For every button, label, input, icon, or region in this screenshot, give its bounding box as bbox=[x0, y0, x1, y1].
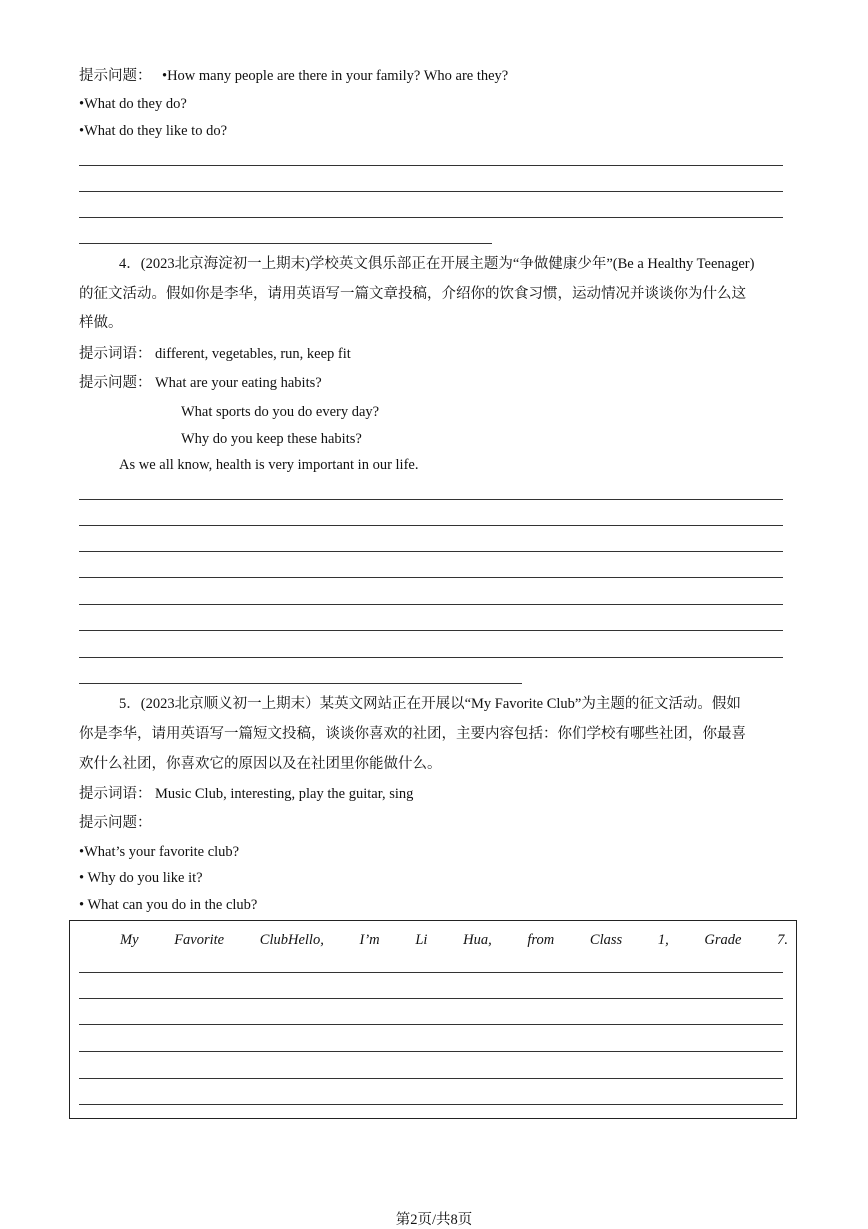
page-number: 第2页/共8页 bbox=[395, 1212, 473, 1228]
answer-box[interactable] bbox=[69, 920, 797, 1119]
answer-line[interactable] bbox=[79, 1024, 783, 1025]
answer-line[interactable] bbox=[79, 683, 522, 684]
essay-word: Li bbox=[415, 932, 428, 948]
answer-line[interactable] bbox=[79, 972, 783, 973]
answer-line[interactable] bbox=[79, 577, 783, 578]
essay-word: Class bbox=[589, 932, 623, 948]
q5-words-label: 提示词语： bbox=[79, 786, 152, 802]
q5-text-line-3: 欢什么社团，你喜欢它的原因以及在社团里你能做什么。 bbox=[79, 756, 442, 772]
essay-word: Hua, bbox=[463, 932, 492, 948]
q4-opening-sentence: As we all know, health is very important in our life. bbox=[119, 457, 419, 473]
q4-text-line-3: 样做。 bbox=[79, 315, 123, 331]
q5-question-3: • What can you do in the club? bbox=[79, 897, 258, 913]
essay-word: I’m bbox=[359, 932, 380, 948]
answer-line[interactable] bbox=[79, 630, 783, 631]
q4-question-3: Why do you keep these habits? bbox=[181, 431, 362, 447]
answer-line[interactable] bbox=[79, 191, 783, 192]
prompt-questions-label: 提示问题： bbox=[79, 68, 152, 84]
q5-text-line-1: 5．(2023北京顺义初一上期末）某英文网站正在开展以“My Favorite Club”为主题的征文活动。假如 bbox=[119, 696, 741, 712]
q5-words: Music Club, interesting, play the guitar, sing bbox=[155, 786, 414, 802]
essay-word: Favorite bbox=[174, 932, 225, 948]
essay-word: 7. bbox=[777, 932, 788, 948]
answer-line[interactable] bbox=[79, 499, 783, 500]
q4-text-line-2: 的征文活动。假如你是李华，请用英语写一篇文章投稿，介绍你的饮食习惯，运动情况并谈谈你为什么这 bbox=[79, 286, 746, 302]
essay-opening bbox=[120, 932, 788, 949]
answer-line[interactable] bbox=[79, 998, 783, 999]
answer-line[interactable] bbox=[79, 243, 492, 244]
essay-word: Grade bbox=[704, 932, 742, 948]
prompt-question-3: •What do they like to do? bbox=[79, 123, 228, 139]
q5-questions-label: 提示问题： bbox=[79, 815, 152, 831]
answer-line[interactable] bbox=[79, 525, 783, 526]
answer-line[interactable] bbox=[79, 657, 783, 658]
prompt-question-1: •How many people are there in your family? Who are they? bbox=[162, 68, 509, 84]
answer-line[interactable] bbox=[79, 165, 783, 166]
q5-question-1: •What’s your favorite club? bbox=[79, 844, 240, 860]
q4-words: different, vegetables, run, keep fit bbox=[155, 346, 351, 362]
essay-word: My bbox=[120, 932, 139, 948]
q4-question-1: What are your eating habits? bbox=[155, 375, 322, 391]
essay-word: from bbox=[527, 932, 555, 948]
essay-word: 1, bbox=[657, 932, 669, 948]
q4-words-label: 提示词语： bbox=[79, 346, 152, 362]
answer-line[interactable] bbox=[79, 551, 783, 552]
q4-questions-label: 提示问题： bbox=[79, 375, 152, 391]
answer-line[interactable] bbox=[79, 217, 783, 218]
essay-word: ClubHello, bbox=[259, 932, 324, 948]
answer-line[interactable] bbox=[79, 1104, 783, 1105]
prompt-question-2: •What do they do? bbox=[79, 96, 187, 112]
answer-line[interactable] bbox=[79, 1078, 783, 1079]
q4-text-line-1: 4．(2023北京海淀初一上期末)学校英文俱乐部正在开展主题为“争做健康少年”(Be a Healthy Teenager) bbox=[119, 256, 755, 272]
q4-question-2: What sports do you do every day? bbox=[181, 404, 380, 420]
answer-line[interactable] bbox=[79, 1051, 783, 1052]
answer-line[interactable] bbox=[79, 604, 783, 605]
q5-question-2: • Why do you like it? bbox=[79, 870, 203, 886]
q5-text-line-2: 你是李华，请用英语写一篇短文投稿，谈谈你喜欢的社团，主要内容包括：你们学校有哪些社团，你最喜 bbox=[79, 726, 746, 742]
